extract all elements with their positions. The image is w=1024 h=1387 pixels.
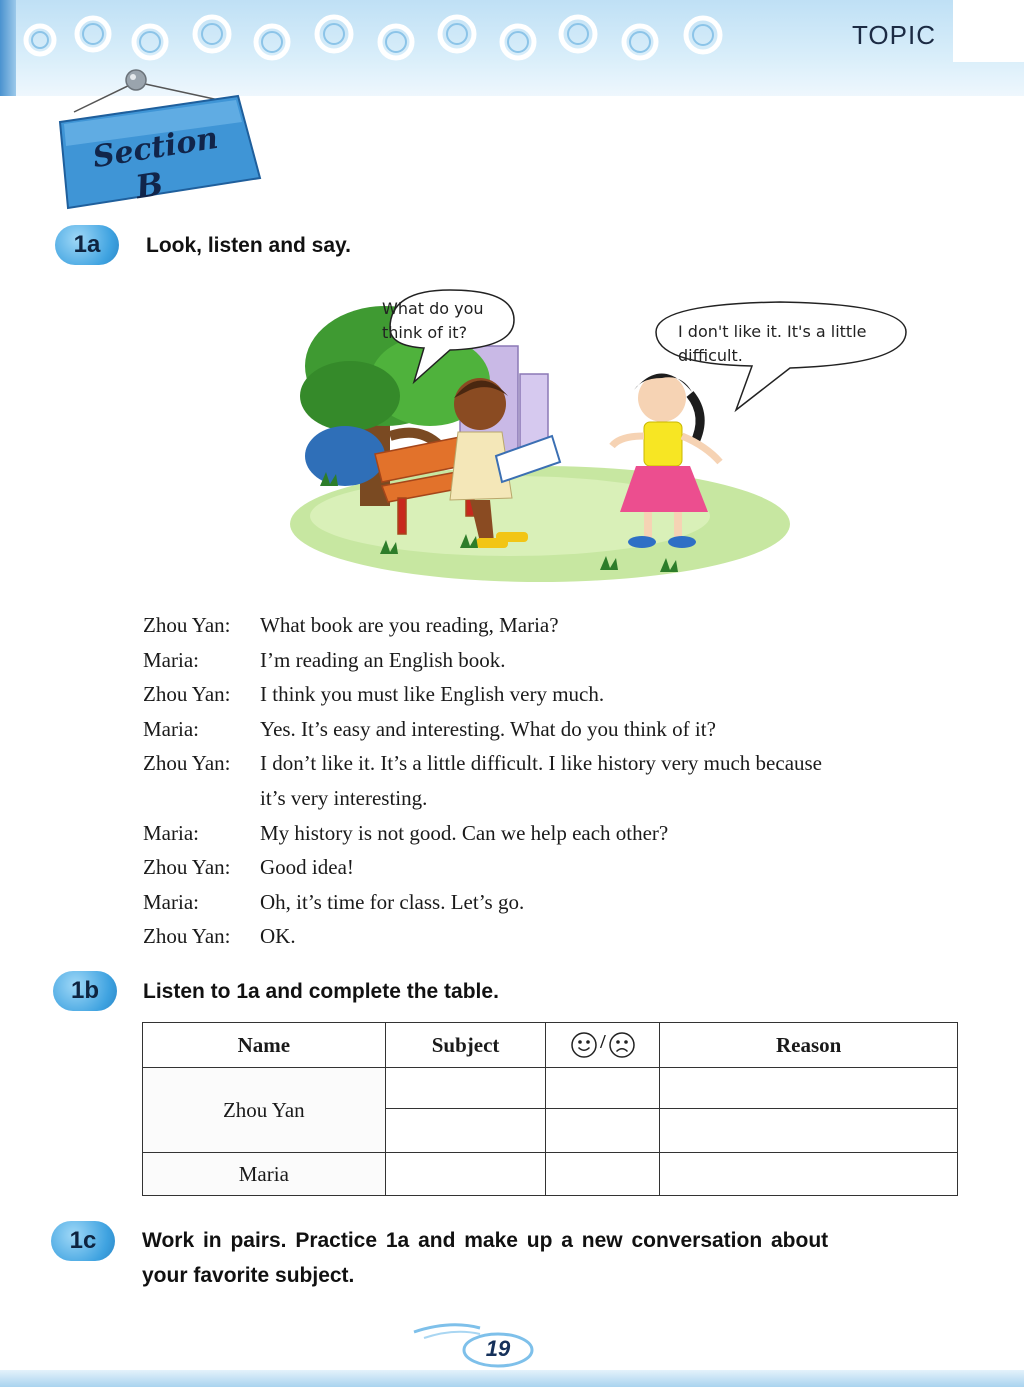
dialogue-line bbox=[143, 677, 973, 712]
header-faces: / bbox=[546, 1023, 660, 1068]
sad-face-icon bbox=[608, 1031, 636, 1059]
listening-table bbox=[142, 1022, 958, 1196]
instruction-1a: Look, listen and say. bbox=[146, 234, 351, 257]
answer-cell[interactable] bbox=[660, 1109, 958, 1153]
dialogue-text: What book are you reading, Maria? bbox=[260, 613, 559, 637]
badge-1c: 1c bbox=[51, 1221, 115, 1261]
answer-cell[interactable] bbox=[660, 1068, 958, 1109]
row-name-maria: Maria bbox=[143, 1153, 386, 1196]
dialogue-text: My history is not good. Can we help each other? bbox=[260, 820, 669, 845]
section-b-sign bbox=[52, 66, 272, 214]
page-number: 19 bbox=[485, 1336, 511, 1361]
table-header-row bbox=[143, 1023, 958, 1068]
dialogue-line bbox=[143, 746, 973, 781]
dialogue-line bbox=[143, 643, 973, 678]
dialogue-speaker: Maria: bbox=[143, 716, 199, 741]
answer-cell[interactable] bbox=[385, 1068, 546, 1109]
badge-1a: 1a bbox=[55, 225, 119, 265]
dialogue-speaker: Maria: bbox=[143, 647, 199, 672]
dialogue-text: it’s very interesting. bbox=[260, 785, 428, 810]
bubble-left-line2: think of it? bbox=[382, 323, 468, 342]
dialogue-1a bbox=[143, 608, 973, 954]
answer-cell[interactable] bbox=[660, 1153, 958, 1196]
answer-cell[interactable] bbox=[546, 1109, 660, 1153]
dialogue-speaker: Zhou Yan: bbox=[143, 682, 231, 707]
dialogue-text: I’m reading an English book. bbox=[260, 647, 506, 672]
dialogue-text: Good idea! bbox=[260, 855, 354, 880]
header-corner-blank bbox=[953, 0, 1024, 62]
dialogue-line bbox=[143, 850, 973, 885]
section-sign-word: Section bbox=[90, 120, 221, 176]
answer-cell[interactable] bbox=[385, 1153, 546, 1196]
table-row bbox=[143, 1153, 958, 1196]
row-name-zhou-yan: Zhou Yan bbox=[143, 1068, 386, 1153]
dialogue-speaker: Zhou Yan: bbox=[143, 924, 231, 949]
section-sign-letter: B bbox=[133, 164, 166, 207]
dialogue-line bbox=[143, 608, 973, 643]
table-row bbox=[143, 1068, 958, 1109]
bubble-left-line1: What do you bbox=[382, 299, 484, 318]
dialogue-text: OK. bbox=[260, 924, 296, 949]
dialogue-line bbox=[143, 885, 973, 920]
instruction-1c-line2: your favorite subject. bbox=[142, 1264, 355, 1287]
dialogue-text: Yes. It’s easy and interesting. What do you think of it? bbox=[260, 716, 716, 741]
dialogue-speaker: Zhou Yan: bbox=[143, 855, 231, 880]
dialogue-line bbox=[143, 919, 973, 954]
dialogue-text: I don’t like it. It’s a little difficult. I like history very much because bbox=[260, 751, 823, 776]
answer-cell[interactable] bbox=[546, 1153, 660, 1196]
header-subject: Subject bbox=[385, 1023, 546, 1068]
dialogue-speaker: Maria: bbox=[143, 820, 199, 845]
dialogue-line bbox=[143, 781, 973, 816]
instruction-1c-line1: Work in pairs. Practice 1a and make up a new conversation about bbox=[142, 1229, 829, 1252]
header-reason: Reason bbox=[660, 1023, 958, 1068]
answer-cell[interactable] bbox=[546, 1068, 660, 1109]
dialogue-text: I think you must like English very much. bbox=[260, 682, 605, 707]
footer-band bbox=[0, 1370, 1024, 1387]
topic-label: TOPIC bbox=[852, 20, 936, 50]
dialogue-speaker: Zhou Yan: bbox=[143, 751, 231, 776]
dialogue-speaker: Zhou Yan: bbox=[143, 613, 231, 637]
page-number-swoosh bbox=[410, 1318, 540, 1370]
dialogue-line bbox=[143, 816, 973, 851]
park-illustration bbox=[290, 286, 920, 586]
dialogue-speaker: Maria: bbox=[143, 889, 199, 914]
bubble-right-line1: I don't like it. It's a little bbox=[678, 322, 867, 341]
answer-cell[interactable] bbox=[385, 1109, 546, 1153]
dialogue-text: Oh, it’s time for class. Let’s go. bbox=[260, 889, 525, 914]
header-name: Name bbox=[143, 1023, 386, 1068]
badge-1b: 1b bbox=[53, 971, 117, 1011]
bubble-right-line2: difficult. bbox=[678, 346, 743, 365]
dialogue-line bbox=[143, 712, 973, 747]
instruction-1b: Listen to 1a and complete the table. bbox=[143, 980, 499, 1003]
smiling-face-icon bbox=[570, 1031, 598, 1059]
